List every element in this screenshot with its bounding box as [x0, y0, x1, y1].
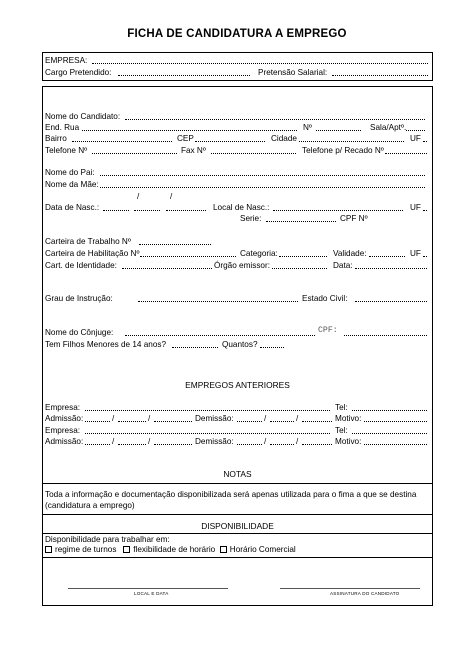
disponibilidade-options [45, 545, 296, 555]
assinatura-label: ASSINATURA DO CANDIDATO [330, 591, 400, 596]
motivo-2-label: Motivo: [335, 437, 362, 446]
uf-nasc-field[interactable] [423, 210, 427, 211]
categoria-label: Categoria: [240, 249, 278, 258]
tel-1-label: Tel: [335, 403, 348, 412]
demissao-1-month[interactable] [270, 421, 294, 422]
quantos-label: Quantos? [222, 340, 258, 349]
nome-pai-field[interactable] [100, 175, 425, 176]
telefone-label: Telefone Nº [45, 146, 88, 155]
tel-2-field[interactable] [352, 433, 427, 434]
data-nasc-year-field[interactable] [166, 210, 206, 211]
filhos-label: Tem Filhos Menores de 14 anos? [45, 340, 167, 349]
nome-conjuge-field[interactable] [125, 335, 315, 336]
local-data-line[interactable] [68, 588, 228, 589]
data-nasc-month-field[interactable] [134, 210, 160, 211]
validade-field[interactable] [369, 256, 405, 257]
nome-mae-label: Nome da Mãe: [45, 180, 99, 189]
date-separator: / [112, 414, 115, 423]
disponibilidade-divider-bottom [42, 557, 433, 558]
date-separator: / [170, 192, 173, 201]
empresa-2-field[interactable] [85, 433, 330, 434]
data-nasc-label: Data de Nasc.: [45, 203, 100, 212]
nome-candidato-label: Nome do Candidato: [45, 112, 121, 121]
pretensao-field[interactable] [332, 75, 428, 76]
cpf-no-label: CPF Nº [340, 214, 368, 223]
carteira-habilitacao-field[interactable] [140, 256, 236, 257]
carteira-trabalho-field[interactable] [139, 244, 211, 245]
empresa-field[interactable] [92, 63, 428, 64]
disponibilidade-intro: Disponibilidade para trabalhar em: [45, 535, 170, 544]
numero-label: Nº [303, 123, 312, 132]
flexibilidade-checkbox[interactable] [123, 546, 130, 553]
numero-field[interactable] [316, 130, 361, 131]
nome-conjuge-label: Nome do Cônjuge: [45, 328, 114, 337]
data-identidade-field[interactable] [355, 268, 427, 269]
admissao-2-month[interactable] [118, 444, 146, 445]
nome-pai-label: Nome do Pai: [45, 168, 95, 177]
demissao-2-day[interactable] [237, 444, 262, 445]
carteira-trabalho-label: Carteira de Trabalho Nº [45, 237, 131, 246]
demissao-2-label: Demissão: [195, 437, 234, 446]
regime-turnos-label: regime de turnos [55, 545, 117, 554]
telefone-recado-label: Telefone p/ Recado Nº [302, 146, 384, 155]
orgao-emissor-label: Órgão emissor: [214, 261, 270, 270]
filhos-field[interactable] [172, 347, 218, 348]
assinatura-line[interactable] [280, 588, 420, 589]
quantos-field[interactable] [260, 347, 284, 348]
estado-civil-field[interactable] [355, 301, 427, 302]
categoria-field[interactable] [279, 256, 327, 257]
cargo-field[interactable] [118, 75, 250, 76]
empresa-2-label: Empresa: [45, 426, 81, 435]
cpf-label: CPF: [318, 326, 338, 335]
end-rua-label: End. Rua [45, 123, 80, 132]
bairro-label: Bairro [45, 134, 67, 143]
empresa-1-label: Empresa: [45, 403, 81, 412]
end-rua-field[interactable] [82, 130, 297, 131]
pretensao-label: Pretensão Salarial: [258, 68, 328, 77]
disponibilidade-divider [42, 533, 433, 534]
serie-label: Serie: [240, 214, 262, 223]
demissao-1-year[interactable] [302, 421, 332, 422]
carteira-habilitacao-label: Carteira de Habilitação Nº [45, 249, 140, 258]
data-identidade-label: Data: [333, 261, 353, 270]
nome-mae-field[interactable] [100, 187, 425, 188]
motivo-1-field[interactable] [364, 421, 427, 422]
notas-divider-top [42, 483, 433, 484]
cart-identidade-field[interactable] [122, 268, 212, 269]
orgao-emissor-field[interactable] [272, 268, 327, 269]
cpf-field[interactable] [344, 335, 427, 336]
regime-turnos-checkbox[interactable] [45, 546, 52, 553]
demissao-2-month[interactable] [270, 444, 294, 445]
empresa-label: EMPRESA: [45, 56, 88, 65]
nome-candidato-field[interactable] [125, 119, 425, 120]
tel-1-field[interactable] [352, 410, 427, 411]
date-separator: / [137, 192, 140, 201]
notas-divider-bottom [42, 514, 433, 515]
local-nasc-label: Local de Nasc.: [213, 203, 270, 212]
admissao-1-month[interactable] [118, 421, 146, 422]
admissao-1-year[interactable] [154, 421, 192, 422]
data-nasc-day-field[interactable] [103, 210, 129, 211]
validade-label: Validade: [333, 249, 367, 258]
admissao-2-label: Admissão: [45, 437, 84, 446]
demissao-1-label: Demissão: [195, 414, 234, 423]
cidade-label: Cidade [271, 134, 297, 143]
grau-instrucao-label: Grau de Instrução: [45, 294, 113, 303]
fax-field[interactable] [211, 153, 296, 154]
notas-text-line2: (candidatura a emprego) [45, 501, 135, 510]
date-separator: / [264, 414, 267, 423]
flexibilidade-label: flexibilidade de horário [133, 545, 216, 554]
bairro-field[interactable] [72, 141, 172, 142]
notas-heading: NOTAS [223, 469, 252, 479]
date-separator: / [112, 437, 115, 446]
date-separator: / [296, 414, 299, 423]
admissao-2-day[interactable] [85, 444, 110, 445]
sala-field[interactable] [406, 130, 425, 131]
cep-field[interactable] [195, 141, 265, 142]
telefone-field[interactable] [92, 153, 177, 154]
demissao-1-day[interactable] [237, 421, 262, 422]
admissao-1-day[interactable] [85, 421, 110, 422]
horario-comercial-checkbox[interactable] [220, 546, 227, 553]
horario-comercial-label: Horário Comercial [229, 545, 296, 554]
motivo-1-label: Motivo: [335, 414, 362, 423]
uf-nasc-label: UF [410, 203, 421, 212]
notas-text-line1: Toda a informação e documentação disponibilizada será apenas utilizada para o fima a que se destina [45, 490, 417, 499]
date-separator: / [264, 437, 267, 446]
empresa-1-field[interactable] [85, 410, 330, 411]
empregos-heading: EMPREGOS ANTERIORES [185, 380, 290, 390]
cep-label: CEP [177, 134, 194, 143]
uf-hab-field[interactable] [423, 256, 427, 257]
cargo-label: Cargo Pretendido: [45, 68, 112, 77]
admissao-2-year[interactable] [154, 444, 192, 445]
page-title: FICHA DE CANDIDATURA A EMPREGO [127, 28, 347, 40]
disponibilidade-heading: DISPONIBILIDADE [201, 521, 274, 531]
motivo-2-field[interactable] [364, 444, 427, 445]
uf-hab-label: UF [410, 249, 421, 258]
date-separator: / [296, 437, 299, 446]
uf-label: UF [410, 134, 421, 143]
tel-2-label: Tel: [335, 426, 348, 435]
cart-identidade-label: Cart. de Identidade: [45, 261, 117, 270]
sala-label: Sala/Aptº. [370, 123, 407, 132]
date-separator: / [148, 437, 151, 446]
fax-label: Fax Nº [181, 146, 206, 155]
serie-field[interactable] [266, 221, 336, 222]
uf-field[interactable] [423, 141, 427, 142]
local-nasc-field[interactable] [273, 210, 403, 211]
date-separator: / [148, 414, 151, 423]
grau-instrucao-field[interactable] [138, 301, 298, 302]
demissao-2-year[interactable] [302, 444, 332, 445]
local-data-label: LOCAL E DATA [134, 591, 169, 596]
estado-civil-label: Estado Civil: [302, 294, 348, 303]
admissao-1-label: Admissão: [45, 414, 84, 423]
cidade-field[interactable] [299, 141, 404, 142]
telefone-recado-field[interactable] [385, 153, 427, 154]
